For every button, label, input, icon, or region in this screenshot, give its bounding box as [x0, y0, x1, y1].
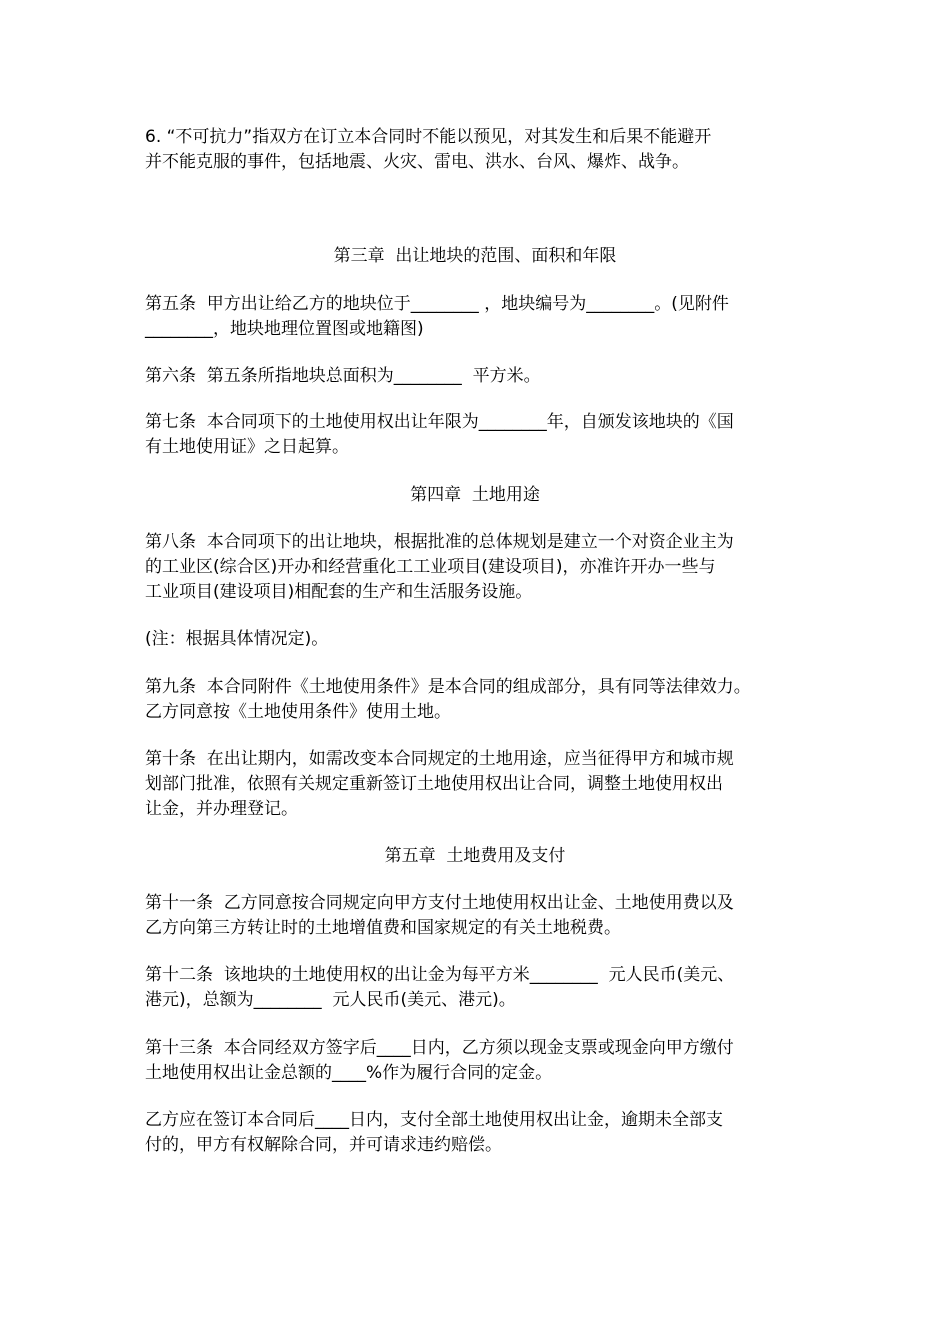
article-line: 乙方向第三方转让时的土地增值费和国家规定的有关土地税费。 [145, 918, 621, 938]
article-line: 第六条 第五条所指地块总面积为________ 平方米。 [145, 366, 541, 386]
article-line: 工业项目(建设项目)相配套的生产和生活服务设施。 [145, 582, 533, 602]
article-line: 第七条 本合同项下的土地使用权出让年限为________年，自颁发该地块的《国 [145, 412, 734, 432]
article-line: 第八条 本合同项下的出让地块，根据批准的总体规划是建立一个对资企业主为 [145, 532, 734, 552]
clause-line: 并不能克服的事件，包括地震、火灾、雷电、洪水、台风、爆炸、战争。 [145, 152, 689, 172]
payment-line: 乙方应在签订本合同后____日内，支付全部土地使用权出让金，逾期未全部支 [145, 1110, 723, 1130]
article-line: 有土地使用证》之日起算。 [145, 437, 349, 457]
article-line: 第五条 甲方出让给乙方的地块位于________ ，地块编号为________。(见附件 [145, 294, 729, 314]
article-line: ________，地块地理位置图或地籍图) [145, 319, 424, 339]
article-line: 第十三条 本合同经双方签字后____日内，乙方须以现金支票或现金向甲方缴付 [145, 1038, 734, 1058]
article-line: 第十条 在出让期内，如需改变本合同规定的土地用途，应当征得甲方和城市规 [145, 749, 734, 769]
chapter-4-title: 第四章 土地用途 [410, 485, 540, 505]
article-line: 第十一条 乙方同意按合同规定向甲方支付土地使用权出让金、土地使用费以及 [145, 893, 734, 913]
clause-line: 6. “不可抗力”指双方在订立本合同时不能以预见，对其发生和后果不能避开 [145, 127, 712, 147]
article-line: 让金，并办理登记。 [145, 799, 298, 819]
article-line: 划部门批准，依照有关规定重新签订土地使用权出让合同，调整土地使用权出 [145, 774, 723, 794]
article-line: 乙方同意按《土地使用条件》使用土地。 [145, 702, 451, 722]
article-line: 第十二条 该地块的土地使用权的出让金为每平方米________ 元人民币(美元、 [145, 965, 735, 985]
article-line: 港元)，总额为________ 元人民币(美元、港元)。 [145, 990, 516, 1010]
article-line: 的工业区(综合区)开办和经营重化工工业项目(建设项目)，亦准许开办一些与 [145, 557, 716, 577]
chapter-5-title: 第五章 土地费用及支付 [384, 846, 566, 866]
article-line: 第九条 本合同附件《土地使用条件》是本合同的组成部分，具有同等法律效力。 [145, 677, 751, 697]
payment-line: 付的，甲方有权解除合同，并可请求违约赔偿。 [145, 1135, 502, 1155]
chapter-3-title: 第三章 出让地块的范围、面积和年限 [333, 246, 617, 266]
article-line: 土地使用权出让金总额的____%作为履行合同的定金。 [145, 1063, 553, 1083]
note-line: (注：根据具体情况定)。 [145, 629, 329, 649]
